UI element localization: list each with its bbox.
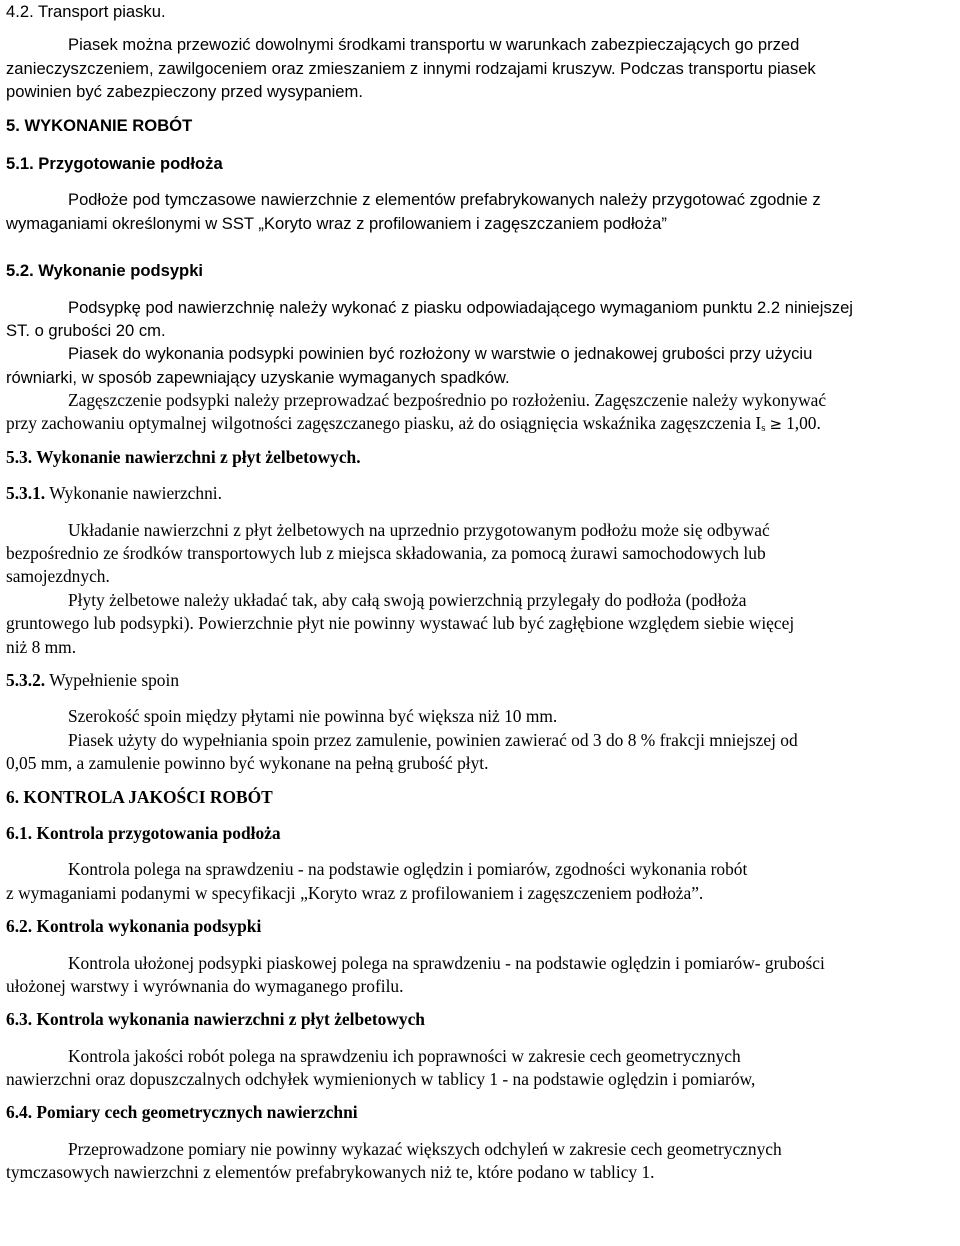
paragraph-line: Kontrola polega na sprawdzeniu - na podstawie oględzin i pomiarów, zgodności wykonania robót: [68, 859, 748, 880]
paragraph-line: równiarki, w sposób zapewniający uzyskanie wymaganych spadków.: [6, 367, 510, 387]
paragraph-line: wymaganiami określonymi w SST „Koryto wraz z profilowaniem i zagęszczaniem podłoża”: [6, 213, 667, 233]
paragraph-line: Zagęszczenie podsypki należy przeprowadzać bezpośrednio po rozłożeniu. Zagęszczenie należy wykonywać: [68, 390, 827, 411]
section-heading-5-3-1: 5.3.1. Wykonanie nawierzchni.: [6, 483, 222, 504]
section-heading-5: 5. WYKONANIE ROBÓT: [6, 115, 193, 135]
paragraph-line: Układanie nawierzchni z płyt żelbetowych na uprzednio przygotowanym podłożu może się odbywać: [68, 519, 770, 540]
paragraph-line: Piasek użyty do wypełniania spoin przez zamulenie, powinien zawierać od 3 do 8 % frakcji mniejszej od: [68, 729, 798, 750]
section-heading-6: 6. KONTROLA JAKOŚCI ROBÓT: [6, 786, 273, 807]
paragraph-line: bezpośrednio ze środków transportowych lub z miejsca składowania, za pomocą żurawi samochodowych lub: [6, 543, 766, 564]
document-page: [6, 0, 954, 1185]
section-heading-5-2: 5.2. Wykonanie podsypki: [6, 261, 204, 281]
paragraph-line: niż 8 mm.: [6, 636, 77, 657]
section-heading-5-1: 5.1. Przygotowanie podłoża: [6, 153, 223, 173]
paragraph-line: samojezdnych.: [6, 566, 110, 587]
paragraph-line: Podłoże pod tymczasowe nawierzchnie z elementów prefabrykowanych należy przygotować zgodnie z: [68, 190, 821, 210]
section-heading-6-4: 6.4. Pomiary cech geometrycznych nawierzchni: [6, 1102, 358, 1123]
geq-symbol: ≥: [769, 415, 783, 434]
paragraph-line: Płyty żelbetowe należy układać tak, aby całą swoją powierzchnią przylegały do podłoża (podłoża: [68, 589, 747, 610]
paragraph-line: Piasek do wykonania podsypki powinien być rozłożony w warstwie o jednakowej grubości przy użyciu: [68, 344, 813, 364]
paragraph-line: Kontrola ułożonej podsypki piaskowej polega na sprawdzeniu - na podstawie oględzin i pomiarów- grubości: [68, 952, 825, 973]
paragraph-line: Piasek można przewozić dowolnymi środkami transportu w warunkach zabezpieczających go przed: [68, 35, 800, 55]
paragraph-line: Szerokość spoin między płytami nie powinna być większa niż 10 mm.: [68, 706, 558, 727]
paragraph-line-compaction-index: przy zachowaniu optymalnej wilgotności zagęszczanego piasku, aż do osiągnięcia wskaźnika zagęszczenia $I_s \ge 1,00$.: [6, 413, 821, 435]
paragraph-line: z wymaganiami podanymi w specyfikacji „Koryto wraz z profilowaniem i zagęszczeniem podłoża”.: [6, 882, 704, 903]
paragraph-line: Podsypkę pod nawierzchnię należy wykonać z piasku odpowiadającego wymaganiom punktu 2.2 niniejszej: [68, 297, 853, 317]
paragraph-line: gruntowego lub podsypki). Powierzchnie płyt nie powinny wystawać lub być zagłębione względem siebie więcej: [6, 613, 795, 634]
paragraph-line: ST. o grubości 20 cm.: [6, 320, 166, 340]
subscript-s: s: [761, 422, 766, 435]
section-heading-5-3: 5.3. Wykonanie nawierzchni z płyt żelbetowych.: [6, 446, 361, 467]
section-heading-6-2: 6.2. Kontrola wykonania podsypki: [6, 916, 262, 937]
paragraph-line: 0,05 mm, a zamulenie powinno być wykonane na pełną grubość płyt.: [6, 753, 489, 774]
paragraph-line: nawierzchni oraz dopuszczalnych odchyłek wymienionych w tablicy 1 - na podstawie oględzin i pomiarów,: [6, 1069, 756, 1090]
section-heading-6-3: 6.3. Kontrola wykonania nawierzchni z płyt żelbetowych: [6, 1009, 425, 1030]
paragraph-line: Przeprowadzone pomiary nie powinny wykazać większych odchyleń w zakresie cech geometrycznych: [68, 1138, 782, 1159]
paragraph-line: powinien być zabezpieczony przed wysypaniem.: [6, 82, 363, 102]
paragraph-line: ułożonej warstwy i wyrównania do wymaganego profilu.: [6, 975, 404, 996]
paragraph-line: Kontrola jakości robót polega na sprawdzeniu ich poprawności w zakresie cech geometrycznych: [68, 1045, 741, 1066]
section-heading-6-1: 6.1. Kontrola przygotowania podłoża: [6, 822, 281, 843]
section-heading-4-2: 4.2. Transport piasku.: [6, 2, 166, 21]
section-heading-5-3-2: 5.3.2. Wypełnienie spoin: [6, 669, 180, 690]
paragraph-line: zanieczyszczeniem, zawilgoceniem oraz zmieszaniem z innymi rodzajami kruszyw. Podczas transportu piasek: [6, 58, 816, 78]
paragraph-line: tymczasowych nawierzchni z elementów prefabrykowanych niż te, które podano w tablicy 1.: [6, 1162, 655, 1183]
